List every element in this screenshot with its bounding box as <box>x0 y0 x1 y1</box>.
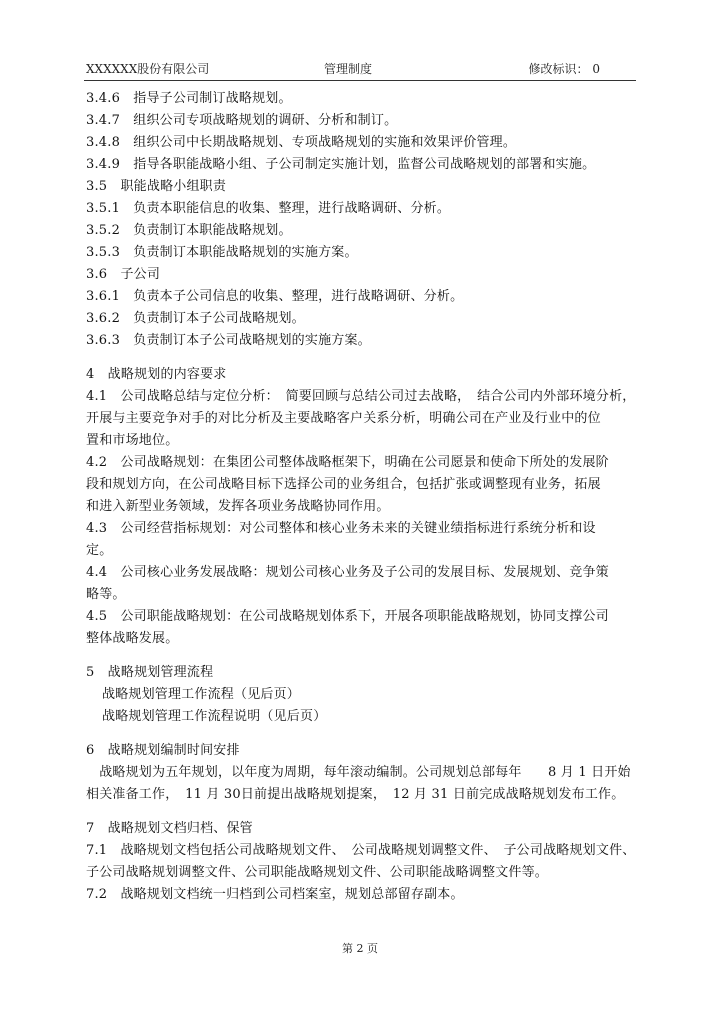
clause-4-1-cont: 开展与主要竞争对手的对比分析及主要战略客户关系分析，明确公司在产业及行业中的位 <box>86 411 601 426</box>
clause-3-6-2: 3.6.2 负责制订本子公司战略规划。 <box>86 311 305 326</box>
section-heading-3-6: 3.6 子公司 <box>86 267 161 282</box>
clause-4-1-cont: 置和市场地位。 <box>86 433 179 448</box>
clause-4-3-cont: 定。 <box>86 543 113 558</box>
section-heading-6: 6 战略规划编制时间安排 <box>86 743 240 758</box>
clause-3-5-2: 3.5.2 负责制订本职能战略规划。 <box>86 223 292 238</box>
clause-4-2-cont: 和进入新型业务领域，发挥各项业务战略协同作用。 <box>86 499 390 514</box>
clause-4-4: 4.4 公司核心业务发展战略：规划公司核心业务及子公司的发展目标、发展规划、竞争策 <box>86 565 609 580</box>
clause-7-2: 7.2 战略规划文档统一归档到公司档案室，规划总部留存副本。 <box>86 887 464 902</box>
section-heading-4: 4 战略规划的内容要求 <box>86 367 227 382</box>
clause-3-4-6: 3.4.6 指导子公司制订战略规划。 <box>86 91 292 106</box>
workflow-reference: 战略规划管理工作流程（见后页） <box>102 687 301 702</box>
workflow-description-reference: 战略规划管理工作流程说明（见后页） <box>102 709 327 724</box>
clause-3-5-3: 3.5.3 负责制订本职能战略规划的实施方案。 <box>86 245 358 260</box>
clause-7-1: 7.1 战略规划文档包括公司战略规划文件、 公司战略规划调整文件、 子公司战略规划文件、 <box>86 843 636 858</box>
page-header <box>84 58 636 81</box>
clause-4-3: 4.3 公司经营指标规划：对公司整体和核心业务未来的关键业绩指标进行系统分析和设 <box>86 521 596 536</box>
document-body <box>86 88 662 906</box>
section-heading-5: 5 战略规划管理流程 <box>86 665 214 680</box>
revision-mark: 修改标识： 0 <box>528 62 600 76</box>
page-number: 第 2 页 <box>342 942 378 955</box>
clause-4-5-cont: 整体战略发展。 <box>86 631 179 646</box>
clause-3-4-9: 3.4.9 指导各职能战略小组、子公司制定实施计划，监督公司战略规划的部署和实施。 <box>86 157 596 172</box>
schedule-paragraph: 战略规划为五年规划，以年度为周期，每年滚动编制。公司规划总部每年 8 月 1 日开始 <box>86 765 631 780</box>
clause-3-6-3: 3.6.3 负责制订本子公司战略规划的实施方案。 <box>86 333 371 348</box>
section-heading-3-5: 3.5 职能战略小组职责 <box>86 179 227 194</box>
clause-4-1: 4.1 公司战略总结与定位分析： 简要回顾与总结公司过去战略， 结合公司内外部环境分析， <box>86 389 636 404</box>
company-name: XXXXXX股份有限公司 <box>86 62 210 76</box>
clause-4-4-cont: 略等。 <box>86 587 126 602</box>
clause-3-4-8: 3.4.8 组织公司中长期战略规划、专项战略规划的实施和效果评价管理。 <box>86 135 517 150</box>
clause-3-5-1: 3.5.1 负责本职能信息的收集、整理，进行战略调研、分析。 <box>86 201 451 216</box>
clause-7-1-cont: 子公司战略规划调整文件、公司职能战略规划文件、公司职能战略调整文件等。 <box>86 865 549 880</box>
clause-4-2: 4.2 公司战略规划：在集团公司整体战略框架下，明确在公司愿景和使命下所处的发展阶 <box>86 455 609 470</box>
section-heading-7: 7 战略规划文档归档、保管 <box>86 821 253 836</box>
document-type: 管理制度 <box>324 62 373 76</box>
clause-3-6-1: 3.6.1 负责本子公司信息的收集、整理，进行战略调研、分析。 <box>86 289 464 304</box>
schedule-paragraph-cont: 相关准备工作， 11 月 30日前提出战略规划提案， 12 月 31 日前完成战略规划发布工作。 <box>86 787 625 802</box>
clause-3-4-7: 3.4.7 组织公司专项战略规划的调研、分析和制订。 <box>86 113 398 128</box>
clause-4-5: 4.5 公司职能战略规划：在公司战略规划体系下，开展各项职能战略规划，协同支撑公司 <box>86 609 609 624</box>
clause-4-2-cont: 段和规划方向，在公司战略目标下选择公司的业务组合，包括扩张或调整现有业务，拓展 <box>86 477 601 492</box>
